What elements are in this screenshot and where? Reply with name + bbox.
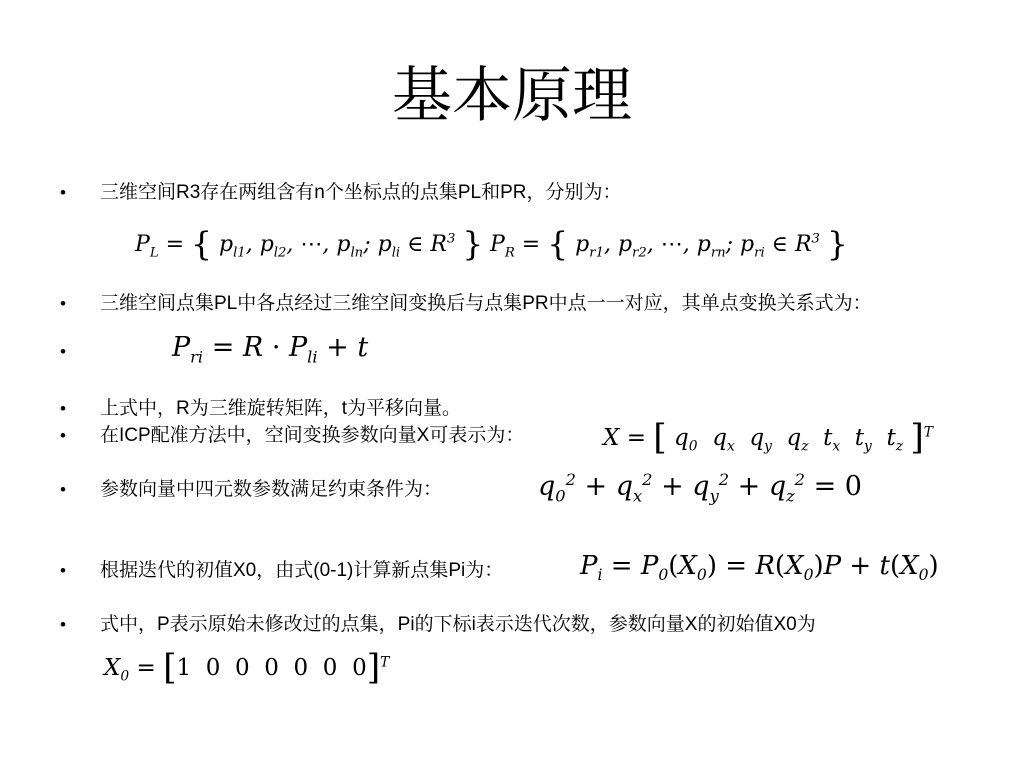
bullet-text-rotation-translation: 上式中，R为三维旋转矩阵，t为平移向量。 <box>100 398 462 419</box>
formula-single-point-transform: $P_{ri} = R \cdot P_{li} + t$ <box>172 332 369 367</box>
bullet-text-transform-relation: 三维空间点集PL中各点经过三维空间变换后与点集PR中点一一对应，其单点变换关系式为： <box>100 293 872 314</box>
bullet-marker: • <box>60 294 66 313</box>
formula-parameter-vector: X = [ $q_0$ $q_x$ $q_y$ $q_z$ $t_x$ $t_y$ $t_z$ ]$^T$ <box>603 418 933 458</box>
bullet-marker: • <box>60 561 66 580</box>
bullet-text-quaternion-constraint: 参数向量中四元数参数满足约束条件为： <box>100 479 443 500</box>
bullet-text-initial-value: 式中，P表示原始未修改过的点集，Pi的下标i表示迭代次数，参数向量X的初始值X0为 <box>100 614 816 635</box>
formula-point-set-pl: $P_L$ = { $p_{l1}$, $p_{l2}$, ⋯, $p_{ln}$; $p_{li}$ ∈ $R^3$ } <box>135 224 484 263</box>
bullet-text-iteration: 根据迭代的初值X0，由式(0-1)计算新点集Pi为： <box>100 560 504 581</box>
bullet-text-parameter-vector: 在ICP配准方法中，空间变换参数向量X可表示为： <box>100 425 525 446</box>
bullet-text-point-sets: 三维空间R3存在两组含有n个坐标点的点集PL和PR，分别为： <box>100 182 622 203</box>
formula-initial-value: $X_0 = [1$ 0 0 0 0 0 0]$^T$ <box>104 648 390 688</box>
bullet-marker: • <box>60 342 66 361</box>
formula-quaternion-constraint: $q_0^2 + q_x^2 + q_y^2 + q_z^2 = 0$ <box>538 470 862 506</box>
slide-title: 基本原理 <box>392 61 632 131</box>
bullet-marker: • <box>60 480 66 499</box>
bullet-marker: • <box>60 426 66 445</box>
formula-point-set-pr: $P_R$ = { $p_{r1}$, $p_{r2}$, ⋯, $p_{rn}$; $p_{ri}$ ∈ $R^3$ } <box>490 224 848 263</box>
formula-iteration-update: $P_i = P_0(X_0) = R(X_0)P + t(X_0)$ <box>580 551 939 585</box>
bullet-marker: • <box>60 183 66 202</box>
bullet-marker: • <box>60 399 66 418</box>
bullet-marker: • <box>60 615 66 634</box>
